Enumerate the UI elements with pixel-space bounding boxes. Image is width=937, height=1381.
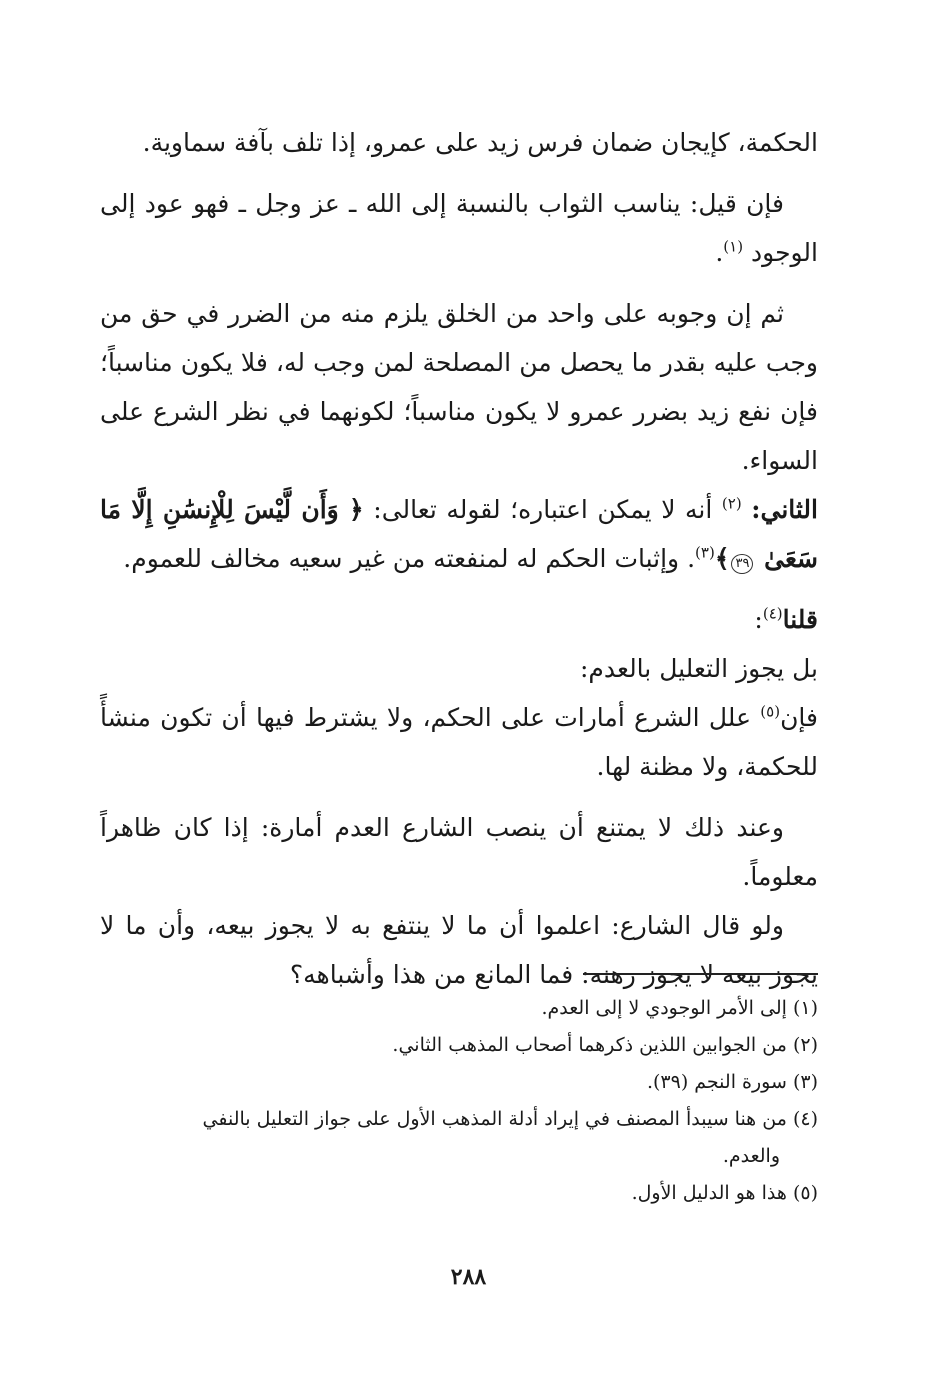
footnote-1 [95, 990, 818, 1027]
paragraph-4-rest: . وإثبات الحكم له لمنفعته من غير سعيه مخالف للعموم. [123, 544, 696, 573]
footnote-marker: (٣) [792, 1071, 818, 1093]
paragraph-9-text: ولو قال الشارع: اعلموا أن ما لا ينتفع به لا يجوز بيعه، وأن ما لا يجوز بيعه لا يجوز رهنه: فما المانع من هذا وأشباهه؟ [100, 911, 818, 989]
paragraph-8 [100, 803, 818, 901]
footnote-text: من الجوابين اللذين ذكرهما أصحاب المذهب الثاني. [392, 1034, 787, 1056]
paragraph-2-end: . [715, 238, 724, 267]
footnote-text: إلى الأمر الوجودي لا إلى العدم. [541, 997, 787, 1019]
footnotes [95, 990, 818, 1212]
paragraph-1-text: الحكمة، كإيجان ضمان فرس زيد على عمرو، إذا تلف بآفة سماوية. [142, 128, 818, 157]
footnote-ref-5[interactable]: (٥) [760, 702, 781, 721]
page-number: ٢٨٨ [450, 1264, 487, 1290]
footnote-text: سورة النجم (٣٩). [646, 1071, 787, 1093]
footnote-4-continuation [95, 1138, 818, 1175]
paragraph-3 [100, 289, 818, 485]
paragraph-7-text: علل الشرع أمارات على الحكم، ولا يشترط فيها أن تكون منشأً للحكمة، ولا مظنة لها. [100, 703, 818, 781]
paragraph-5 [100, 595, 818, 644]
footnote-ref-4[interactable]: (٤) [762, 604, 783, 623]
footnote-marker: (٥) [792, 1182, 818, 1204]
quran-verse: ﴿ وَأَن لَّيْسَ لِلْإِنسَٰنِ إِلَّا مَا سَعَىٰ [100, 495, 818, 573]
paragraph-9 [100, 901, 818, 999]
paragraph-8-text: وعند ذلك لا يمتنع أن ينصب الشارع العدم أمارة: إذا كان ظاهراً معلوماً. [100, 813, 818, 891]
footnote-ref-2[interactable]: (٢) [721, 494, 742, 513]
paragraph-2-text: فإن قيل: يناسب الثواب بالنسبة إلى الله ـ عز وجل ـ فهو عود إلى الوجود [100, 189, 818, 267]
paragraph-2 [100, 179, 818, 277]
paragraph-1 [100, 118, 818, 167]
footnote-2 [95, 1027, 818, 1064]
paragraph-7 [100, 693, 818, 791]
footnote-marker: (١) [792, 997, 818, 1019]
section-lead-second: الثاني: [751, 495, 818, 524]
main-text [100, 118, 818, 999]
footnote-marker: (٤) [792, 1108, 818, 1130]
section-lead-we-said: قلنا [782, 605, 818, 634]
footnote-text: والعدم. [722, 1145, 780, 1167]
footnote-4 [95, 1101, 818, 1138]
ayah-number-marker: ٣٩ [731, 554, 753, 574]
paragraph-7-start: فإن [780, 703, 818, 732]
footnote-text: من هنا سيبدأ المصنف في إيراد أدلة المذهب الأول على جواز التعليل بالنفي [202, 1108, 787, 1130]
paragraph-3-text: ثم إن وجوبه على واحد من الخلق يلزم منه من الضرر في حق من وجب عليه بقدر ما يحصل من المصلحة لمن وجب له، فلا يكون مناسباً؛ فإن نفع زيد بضرر عمرو لا يكون مناسباً؛ لكونهما في نظر الشرع على السواء. [100, 299, 818, 475]
paragraph-4-text: أنه لا يمكن اعتباره؛ لقوله تعالى: [363, 495, 722, 524]
paragraph-6-text: بل يجوز التعليل بالعدم: [579, 654, 818, 683]
paragraph-4 [100, 485, 818, 583]
footnote-ref-1[interactable]: (١) [723, 237, 744, 256]
footnote-ref-3[interactable]: (٣) [695, 543, 715, 562]
footnote-3 [95, 1064, 818, 1101]
paragraph-6 [100, 644, 818, 693]
footnote-divider [583, 973, 818, 975]
quran-bracket-close: ﴾ [714, 544, 730, 573]
footnote-5 [95, 1175, 818, 1212]
footnote-text: هذا هو الدليل الأول. [631, 1182, 787, 1204]
paragraph-5-colon: : [754, 605, 763, 634]
footnote-marker: (٢) [792, 1034, 818, 1056]
